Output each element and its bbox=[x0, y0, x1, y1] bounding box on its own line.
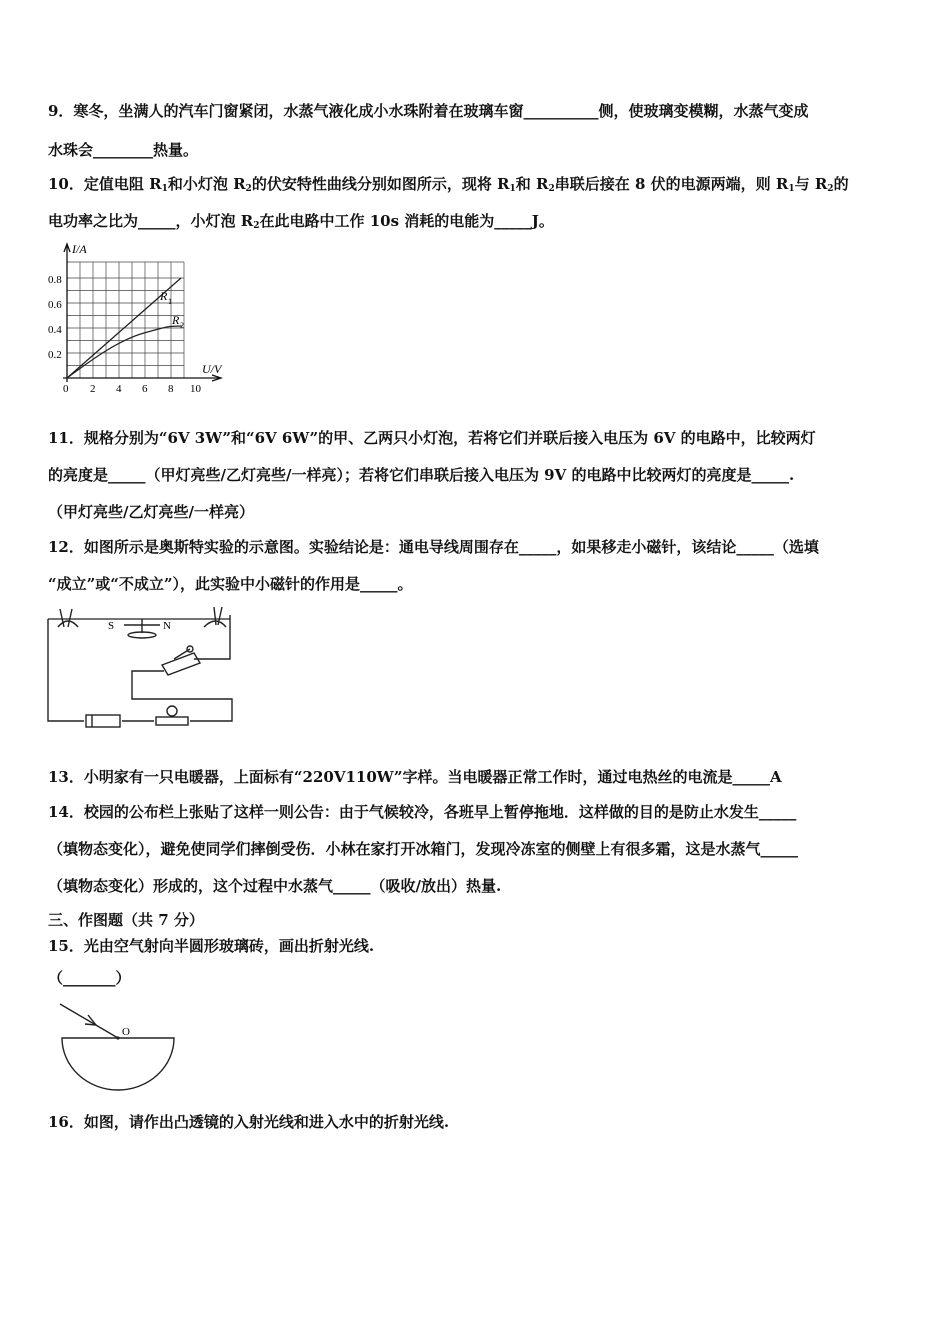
compass-s-label: S bbox=[108, 620, 115, 632]
subscript: 2 bbox=[253, 221, 260, 231]
x-tick: 6 bbox=[142, 383, 148, 395]
q11-line3: （甲灯亮些/乙灯亮些/一样亮） bbox=[48, 503, 254, 521]
q10-text: 10．定值电阻 R bbox=[48, 175, 162, 193]
q11-line2: 的亮度是_____（甲灯亮些/乙灯亮些/一样亮）；若将它们串联后接入电压为 9V 的电路中比较两灯的亮度是_____. bbox=[48, 466, 795, 484]
q10-line1 bbox=[48, 174, 908, 199]
q10-text: 与 R bbox=[794, 175, 828, 193]
r1-label: R bbox=[160, 289, 168, 303]
r2-sub: 2 bbox=[180, 321, 184, 330]
q13-line1: 13．小明家有一只电暖器，上面标有“220V110W”字样。当电暖器正常工作时，通过电热丝的电流是_____A bbox=[48, 768, 782, 786]
semicircle-glass-diagram bbox=[54, 998, 184, 1092]
iu-graph bbox=[44, 240, 244, 398]
q10-text: 的 bbox=[833, 175, 849, 193]
x-tick: 8 bbox=[168, 383, 174, 395]
q15-line1: 15．光由空气射向半圆形玻璃砖，画出折射光线. bbox=[48, 937, 375, 955]
q10-text: 和 R bbox=[515, 175, 549, 193]
subscript: 2 bbox=[548, 184, 555, 194]
q10-text: 和小灯泡 R bbox=[167, 175, 246, 193]
y-tick: 0.4 bbox=[48, 324, 62, 336]
compass-n-label: N bbox=[163, 620, 171, 632]
y-tick: 0.8 bbox=[48, 274, 62, 286]
center-o-label: O bbox=[122, 1026, 130, 1038]
r2-label: R bbox=[172, 313, 180, 327]
section3-title: 三、作图题（共 7 分） bbox=[48, 911, 204, 929]
subscript: 2 bbox=[827, 184, 834, 194]
q9-line2: 水珠会________热量。 bbox=[48, 141, 199, 159]
r1-sub: 1 bbox=[168, 297, 172, 306]
x-tick: 2 bbox=[90, 383, 96, 395]
q10-text: 串联后接在 8 伏的电源两端，则 R bbox=[554, 175, 789, 193]
incident-ray bbox=[60, 1004, 118, 1038]
subscript: 1 bbox=[788, 184, 795, 194]
subscript: 1 bbox=[161, 184, 168, 194]
subscript: 2 bbox=[245, 184, 252, 194]
q15-answer-blank: （_______） bbox=[48, 969, 131, 987]
q12-line2: “成立”或“不成立”），此实验中小磁针的作用是_____。 bbox=[48, 575, 413, 593]
y-axis-label: I/A bbox=[72, 242, 87, 256]
q14-line2: （填物态变化），避免使同学们摔倒受伤．小林在家打开冰箱门，发现冷冻室的侧壁上有很多霜，这是水蒸气_____ bbox=[48, 840, 799, 858]
x-tick: 4 bbox=[116, 383, 122, 395]
q14-line1: 14．校园的公布栏上张贴了这样一则公告：由于气候较冷，各班早上暂停拖地．这样做的目的是防止水发生_____ bbox=[48, 803, 797, 821]
oersted-diagram bbox=[44, 605, 244, 733]
semicircle bbox=[62, 1038, 174, 1090]
q14-line3: （填物态变化）形成的，这个过程中水蒸气_____（吸收/放出）热量. bbox=[48, 877, 502, 895]
x-tick: 0 bbox=[63, 383, 69, 395]
q10-text: 电功率之比为_____，小灯泡 R bbox=[48, 212, 254, 230]
subscript: 1 bbox=[509, 184, 516, 194]
x-tick: 10 bbox=[190, 383, 201, 395]
q11-line1: 11．规格分别为“6V 3W”和“6V 6W”的甲、乙两只小灯泡，若将它们并联后接入电压为 6V 的电路中，比较两灯 bbox=[48, 429, 816, 447]
x-axis-label: U/V bbox=[202, 362, 222, 376]
q10-text: 的伏安特性曲线分别如图所示，现将 R bbox=[251, 175, 510, 193]
y-tick: 0.6 bbox=[48, 299, 62, 311]
y-tick: 0.2 bbox=[48, 349, 62, 361]
q10-line2 bbox=[48, 211, 908, 236]
q16-line1: 16．如图，请作出凸透镜的入射光线和进入水中的折射光线. bbox=[48, 1113, 450, 1131]
q9-line1: 9．寒冬，坐满人的汽车门窗紧闭，水蒸气液化成小水珠附着在玻璃车窗__________侧，使玻璃变模糊，水蒸气变成 bbox=[48, 102, 809, 120]
r2-curve bbox=[67, 326, 182, 378]
q12-line1: 12．如图所示是奥斯特实验的示意图。实验结论是：通电导线周围存在_____，如果移走小磁针，该结论_____（选填 bbox=[48, 538, 819, 556]
q10-text: 在此电路中工作 10s 消耗的电能为_____J。 bbox=[259, 212, 554, 230]
